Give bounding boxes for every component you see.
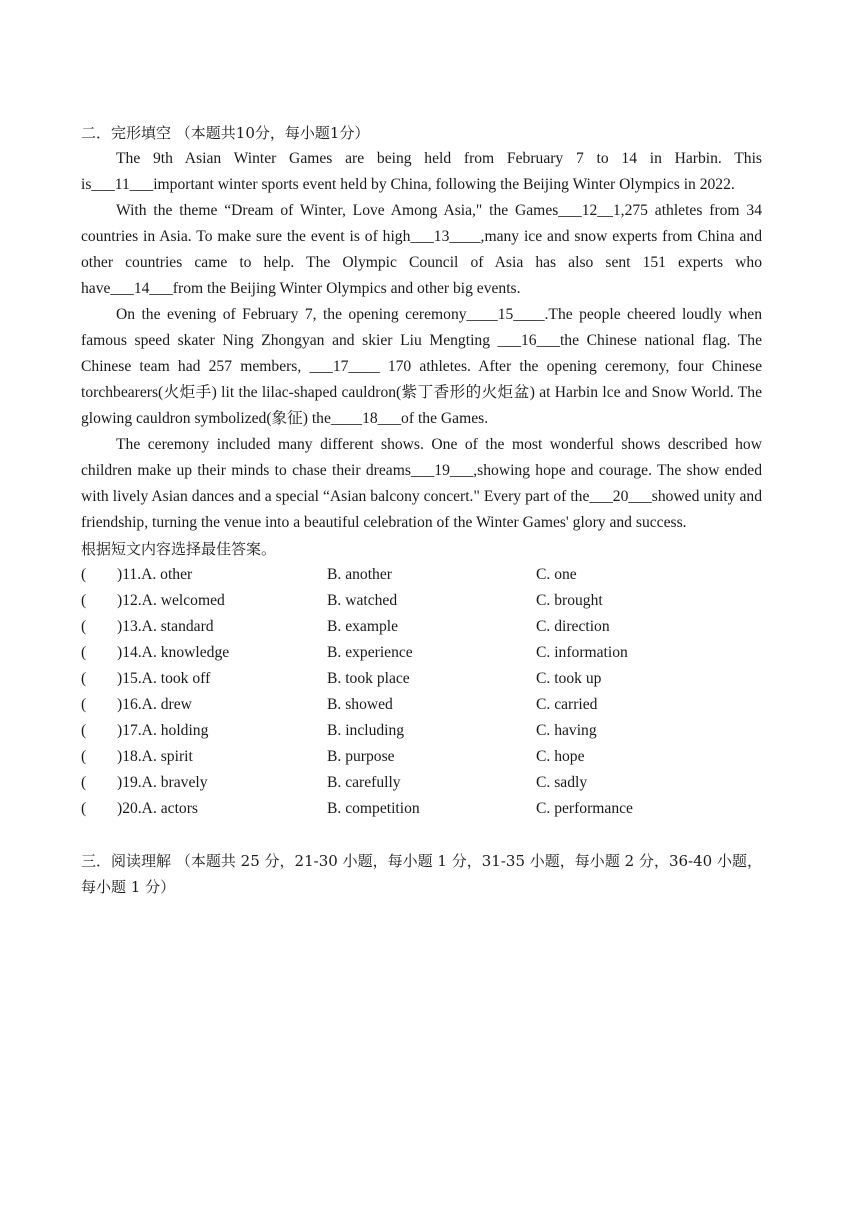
option-a: )19.A. bravely (117, 774, 208, 791)
question-row-14 (81, 640, 762, 666)
option-b: B. took place (327, 670, 410, 687)
exam-page (81, 120, 762, 915)
answer-blank: ( (81, 748, 87, 765)
option-a: )18.A. spirit (117, 748, 193, 765)
passage-paragraph-3: On the evening of February 7, the opening ceremony____15____.The people cheered loudly when famous speed skater Ning Zhongyan and skier Liu Mengting ___16___the Chinese national flag. The Chinese team had 257 members, ___17____ 170 athletes. After the opening ceremony, four Chinese torchbearers(火炬手) lit the lilac-shaped cauldron(紫丁香形的火炬盆) at Harbin lce and Snow World. The glowing cauldron symbolized(象征) the____18___of the Games. (81, 306, 762, 427)
question-row-18 (81, 744, 762, 770)
option-c: C. direction (536, 618, 610, 635)
option-a: )14.A. knowledge (117, 644, 230, 661)
option-b: B. example (327, 618, 399, 635)
option-b: B. experience (327, 644, 413, 661)
option-c: C. carried (536, 696, 598, 713)
option-b: B. another (327, 566, 392, 583)
answer-blank: ( (81, 618, 87, 635)
option-a: )13.A. standard (117, 618, 214, 635)
option-c: C. took up (536, 670, 602, 687)
answer-blank: ( (81, 774, 87, 791)
passage-paragraph-1: The 9th Asian Winter Games are being held from February 7 to 14 in Harbin. This is___11___important winter sports event held by China, following the Beijing Winter Olympics in 2022. (81, 150, 762, 193)
question-row-19 (81, 770, 762, 796)
section-3-heading: 三．阅读理解 （本题共 25 分，21-30 小题，每小题 1 分，31-35 小题，每小题 2 分，36-40 小题，每小题 1 分） (81, 852, 762, 896)
option-a: )12.A. welcomed (117, 592, 225, 609)
answer-blank: ( (81, 670, 87, 687)
option-c: C. brought (536, 592, 603, 609)
option-b: B. carefully (327, 774, 401, 791)
passage-paragraph-2: With the theme “Dream of Winter, Love Among Asia," the Games___12__1,275 athletes from 34 countries in Asia. To make sure the event is of high___13____,many ice and snow experts from China and other countries came to help. The Olympic Council of Asia has also sent 151 experts who have___14___from the Beijing Winter Olympics and other big events. (81, 202, 762, 297)
question-row-16 (81, 692, 762, 718)
question-row-12 (81, 588, 762, 614)
option-b: B. including (327, 722, 405, 739)
option-c: C. performance (536, 800, 633, 817)
option-b: B. watched (327, 592, 398, 609)
answer-blank: ( (81, 566, 87, 583)
option-c: C. information (536, 644, 628, 661)
option-b: B. purpose (327, 748, 395, 765)
instruction-text: 根据短文内容选择最佳答案。 (81, 540, 277, 558)
answer-blank: ( (81, 592, 87, 609)
option-a: )16.A. drew (117, 696, 192, 713)
option-a: )11.A. other (117, 566, 193, 583)
option-a: )15.A. took off (117, 670, 211, 687)
option-b: B. showed (327, 696, 393, 713)
question-row-20 (81, 796, 762, 822)
question-list (81, 562, 762, 822)
question-row-17 (81, 718, 762, 744)
option-c: C. sadly (536, 774, 588, 791)
option-c: C. having (536, 722, 597, 739)
option-a: )17.A. holding (117, 722, 209, 739)
passage-paragraph-4: The ceremony included many different shows. One of the most wonderful shows described how children make up their minds to chase their dreams___19___,showing hope and courage. The show ended with lively Asian dances and a special “Asian balcony concert." Every part of the___20___showed unity and friendship, turning the venue into a beautiful celebration of the Winter Games' glory and success. (81, 436, 762, 531)
option-c: C. hope (536, 748, 585, 765)
section-2-heading: 二．完形填空 （本题共10分，每小题1分） (81, 124, 370, 142)
option-b: B. competition (327, 800, 420, 817)
question-row-11 (81, 562, 762, 588)
option-a: )20.A. actors (117, 800, 198, 817)
answer-blank: ( (81, 644, 87, 661)
question-row-13 (81, 614, 762, 640)
option-c: C. one (536, 566, 577, 583)
answer-blank: ( (81, 800, 87, 817)
question-row-15 (81, 666, 762, 692)
answer-blank: ( (81, 722, 87, 739)
answer-blank: ( (81, 696, 87, 713)
